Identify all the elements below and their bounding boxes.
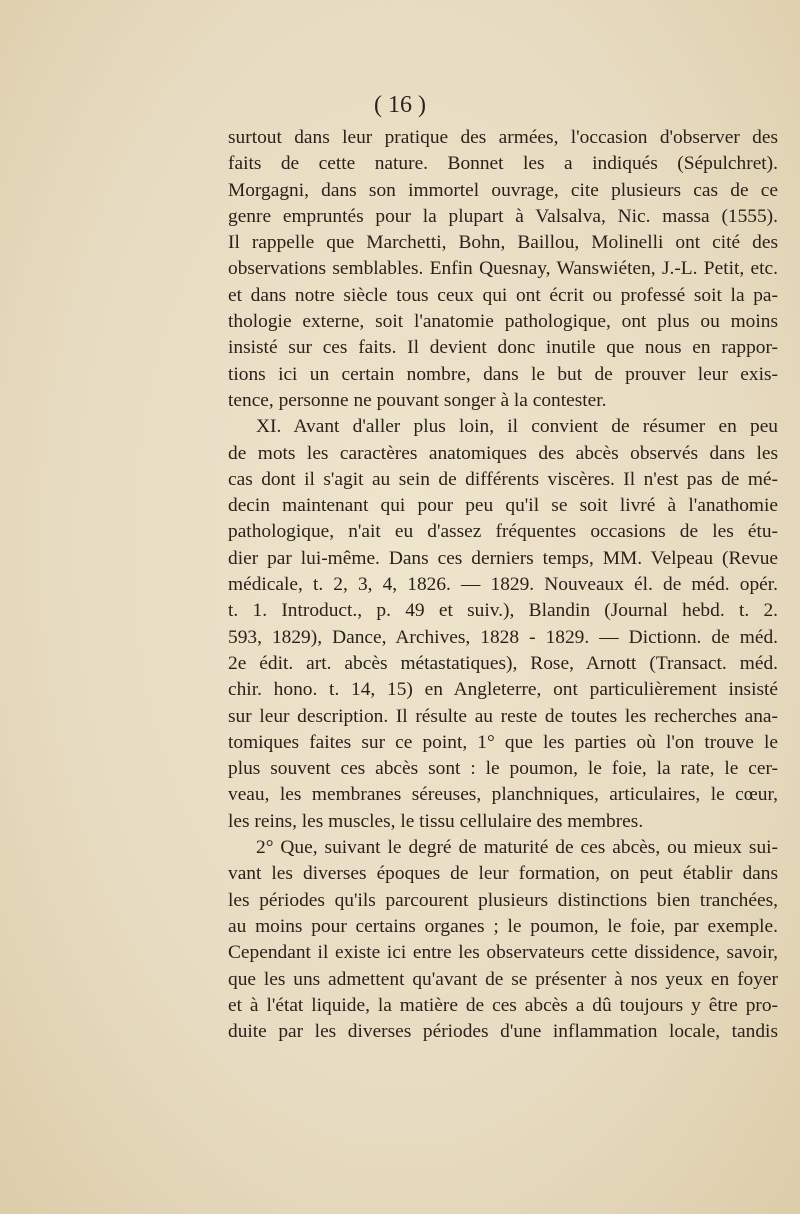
text-line: XI. Avant d'aller plus loin, il convient de résumer en peu: [256, 416, 778, 438]
text-line: que les uns admettent qu'avant de se présenter à nos yeux en foyer: [228, 968, 778, 990]
text-line: genre empruntés pour la plupart à Valsalva, Nic. massa (1555).: [228, 205, 778, 227]
text-line: 2° Que, suivant le degré de maturité de ces abcès, ou mieux sui-: [256, 837, 778, 859]
text-line: faits de cette nature. Bonnet les a indiqués (Sépulchret).: [228, 153, 778, 175]
text-line: et dans notre siècle tous ceux qui ont écrit ou professé soit la pa-: [228, 284, 778, 306]
text-line: 593, 1829), Dance, Archives, 1828 - 1829. — Dictionn. de méd.: [228, 626, 778, 648]
text-line: insisté sur ces faits. Il devient donc inutile que nous en rappor-: [228, 337, 778, 359]
text-line: cas dont il s'agit au sein de différents viscères. Il n'est pas de mé-: [228, 468, 778, 490]
paragraph: [228, 125, 778, 414]
page-number: ( 16 ): [374, 92, 426, 118]
text-line: dier par lui-même. Dans ces derniers temps, MM. Velpeau (Revue: [228, 547, 778, 569]
text-line: pathologique, n'ait eu d'assez fréquentes occasions de les étu-: [228, 521, 778, 543]
text-line: Cependant il existe ici entre les observateurs cette dissidence, savoir,: [228, 942, 778, 964]
text-line: decin maintenant qui pour peu qu'il se soit livré à l'anathomie: [228, 495, 778, 517]
text-line: de mots les caractères anatomiques des abcès observés dans les: [228, 442, 778, 464]
text-line: Morgagni, dans son immortel ouvrage, cite plusieurs cas de ce: [228, 179, 778, 201]
text-line: 2e édit. art. abcès métastatiques), Rose, Arnott (Transact. méd.: [228, 652, 778, 674]
text-line: les reins, les muscles, le tissu cellulaire des membres.: [228, 810, 644, 832]
text-line: duite par les diverses périodes d'une inflammation locale, tandis: [228, 1021, 778, 1043]
paragraph: [228, 835, 778, 1045]
text-line: Il rappelle que Marchetti, Bohn, Baillou, Molinelli ont cité des: [228, 232, 778, 254]
body-text: [228, 125, 778, 1045]
paragraph: [228, 414, 778, 835]
text-line: plus souvent ces abcès sont : le poumon, le foie, la rate, le cer-: [228, 758, 778, 780]
text-line: vant les diverses époques de leur formation, on peut établir dans: [228, 863, 778, 885]
text-line: veau, les membranes séreuses, planchniques, articulaires, le cœur,: [228, 784, 778, 806]
text-line: et à l'état liquide, la matière de ces abcès a dû toujours y être pro-: [228, 994, 778, 1016]
text-line: tions ici un certain nombre, dans le but de prouver leur exis-: [228, 363, 778, 385]
text-line: les périodes qu'ils parcourent plusieurs distinctions bien tranchées,: [228, 889, 778, 911]
text-line: tence, personne ne pouvant songer à la contester.: [228, 389, 607, 411]
text-line: t. 1. Introduct., p. 49 et suiv.), Blandin (Journal hebd. t. 2.: [228, 600, 778, 622]
text-line: tomiques faites sur ce point, 1° que les parties où l'on trouve le: [228, 731, 778, 753]
text-line: médicale, t. 2, 3, 4, 1826. — 1829. Nouveaux él. de méd. opér.: [228, 574, 778, 596]
text-line: surtout dans leur pratique des armées, l'occasion d'observer des: [228, 127, 778, 148]
text-line: sur leur description. Il résulte au reste de toutes les recherches ana-: [228, 705, 778, 727]
text-line: chir. hono. t. 14, 15) en Angleterre, ont particulièrement insisté: [228, 679, 778, 701]
text-line: thologie externe, soit l'anatomie pathologique, ont plus ou moins: [228, 311, 778, 333]
text-line: au moins pour certains organes ; le poumon, le foie, par exemple.: [228, 915, 778, 937]
text-line: observations semblables. Enfin Quesnay, Wanswiéten, J.-L. Petit, etc.: [228, 258, 778, 280]
